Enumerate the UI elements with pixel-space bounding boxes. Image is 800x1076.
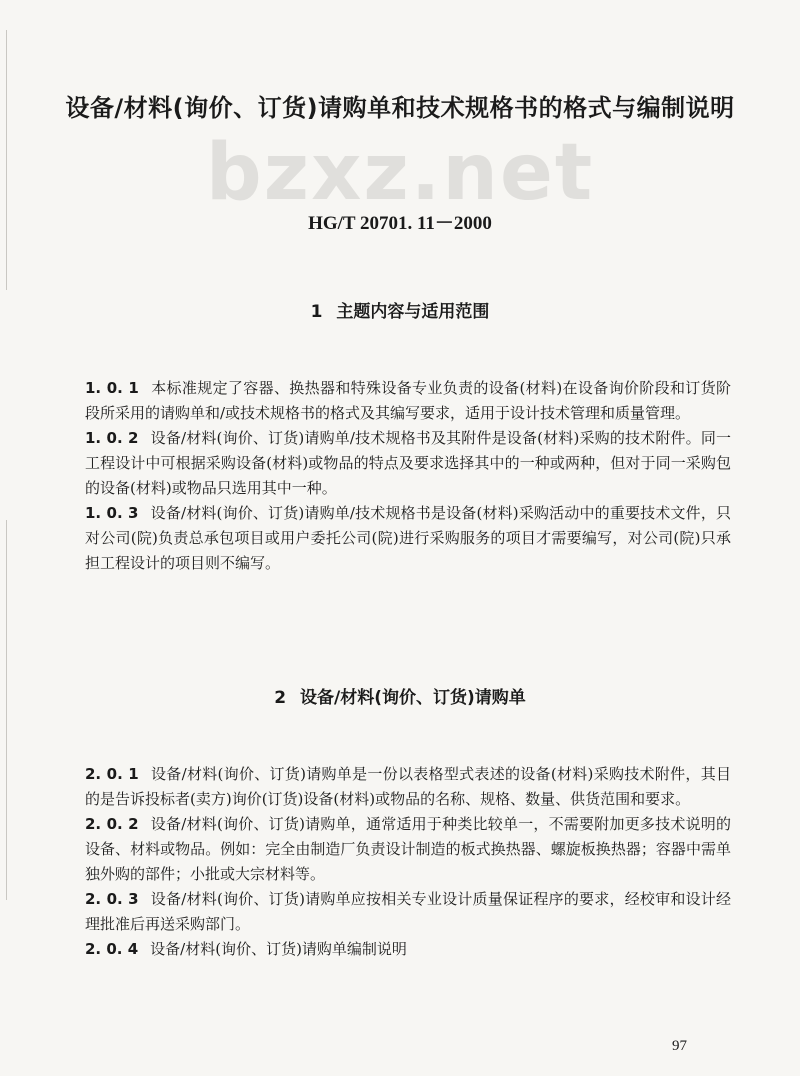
section-title: 设备/材料(询价、订货)请购单 — [300, 688, 526, 708]
clause-2-0-3 — [85, 887, 731, 937]
section-number: 2 — [274, 688, 287, 708]
clause-text: 设备/材料(询价、订货)请购单编制说明 — [150, 940, 407, 958]
clause-1-0-1 — [85, 376, 731, 426]
clause-1-0-2 — [85, 426, 731, 501]
clause-text: 设备/材料(询价、订货)请购单/技术规格书是设备(材料)采购活动中的重要技术文件，只对公司(院)负责总承包项目或用户委托公司(院)进行采购服务的项目才需要编写，对公司(院)只承担工程设计的项目则不编写。 — [85, 504, 731, 572]
clause-number: 1. 0. 1 — [85, 379, 139, 397]
clause-number: 2. 0. 4 — [85, 940, 139, 958]
clause-text: 设备/材料(询价、订货)请购单应按相关专业设计质量保证程序的要求，经校审和设计经理批准后再送采购部门。 — [85, 890, 732, 933]
watermark: bzxz.net — [205, 128, 595, 218]
clause-2-0-1 — [85, 762, 731, 812]
section-2-clauses — [85, 762, 731, 962]
section-heading-1 — [0, 297, 800, 322]
section-title: 主题内容与适用范围 — [336, 302, 490, 322]
section-heading-2 — [0, 683, 800, 708]
clause-text: 本标准规定了容器、换热器和特殊设备专业负责的设备(材料)在设备询价阶段和订货阶段所采用的请购单和/或技术规格书的格式及其编写要求，适用于设计技术管理和质量管理。 — [85, 379, 731, 422]
clause-number: 2. 0. 3 — [85, 890, 139, 908]
clause-text: 设备/材料(询价、订货)请购单/技术规格书及其附件是设备(材料)采购的技术附件。同一工程设计中可根据采购设备(材料)或物品的特点及要求选择其中的一种或两种，但对于同一采购包的设备(材料)或物品只选用其中一种。 — [85, 429, 731, 497]
section-1-clauses — [85, 376, 731, 576]
scan-edge-mark — [6, 520, 7, 900]
clause-2-0-2 — [85, 812, 731, 887]
standard-code: HG/T 20701. 11－2000 — [308, 213, 492, 234]
clause-2-0-4 — [85, 937, 731, 962]
page-number: 97 — [672, 1038, 687, 1054]
clause-text: 设备/材料(询价、订货)请购单是一份以表格型式表述的设备(材料)采购技术附件，其目的是告诉投标者(卖方)询价(订货)设备(材料)或物品的名称、规格、数量、供货范围和要求。 — [85, 765, 731, 808]
clause-number: 2. 0. 2 — [85, 815, 139, 833]
document-title: 设备/材料(询价、订货)请购单和技术规格书的格式与编制说明 — [65, 94, 735, 122]
clause-number: 1. 0. 2 — [85, 429, 139, 447]
section-number: 1 — [310, 302, 323, 322]
clause-number: 1. 0. 3 — [85, 504, 139, 522]
clause-text: 设备/材料(询价、订货)请购单，通常适用于种类比较单一，不需要附加更多技术说明的设备、材料或物品。例如：完全由制造厂负责设计制造的板式换热器、螺旋板换热器；容器中需单独外购的部件；小批或大宗材料等。 — [85, 815, 732, 883]
clause-number: 2. 0. 1 — [85, 765, 139, 783]
clause-1-0-3 — [85, 501, 731, 576]
